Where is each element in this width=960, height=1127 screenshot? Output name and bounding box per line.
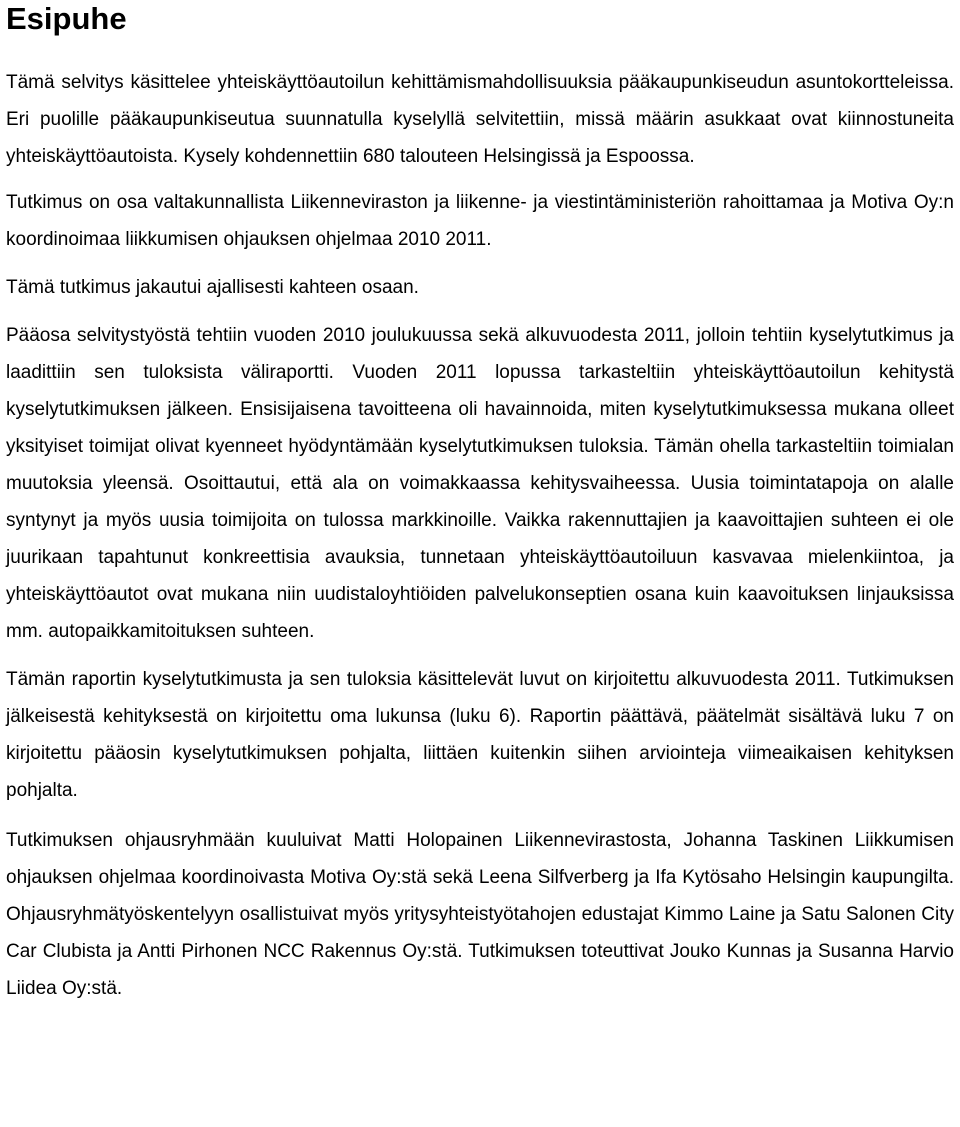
paragraph-steering-group: Tutkimuksen ohjausryhmään kuuluivat Matti Holopainen Liikennevirastosta, Johanna Taskinen Liikkumisen ohjauksen ohjelmaa koordinoivasta Motiva Oy:stä sekä Leena Silfverberg ja Ifa Kytösaho Helsingin kaupungilta. Ohjausryhmätyöskentelyyn osallistuivat myös yritysyhteistyötahojen edustajat Kimmo Laine ja Satu Salonen City Car Clubista ja Antti Pirhonen NCC Rakennus Oy:stä. Tutkimuksen toteuttivat Jouko Kunnas ja Susanna Harvio Liidea Oy:stä. xyxy=(6,830,954,999)
page-title: Esipuhe xyxy=(6,1,127,36)
paragraph-funding: Tutkimus on osa valtakunnallista Liikenneviraston ja liikenne- ja viestintäministeriön rahoittamaa ja Motiva Oy:n koordinoimaa liikkumisen ohjauksen ohjelmaa 2010 2011. xyxy=(6,192,954,250)
paragraph-report-structure: Tämän raportin kyselytutkimusta ja sen tuloksia käsittelevät luvut on kirjoitettu alkuvuodesta 2011. Tutkimuksen jälkeisestä kehityksestä on kirjoitettu oma lukunsa (luku 6). Raportin päättävä, päätelmät sisältävä luku 7 on kirjoitettu pääosin kyselytutkimuksen pohjalta, liittäen kuitenkin siihen arviointeja viimeaikaisen kehityksen pohjalta. xyxy=(6,669,954,801)
paragraph-main-work: Pääosa selvitystyöstä tehtiin vuoden 2010 joulukuussa sekä alkuvuodesta 2011, jolloin tehtiin kyselytutkimus ja laadittiin sen tuloksista väliraportti. Vuoden 2011 lopussa tarkasteltiin yhteiskäyttöautoilun kehitystä kyselytutkimuksen jälkeen. Ensisijaisena tavoitteena oli havainnoida, miten kyselytutkimuksessa mukana olleet yksityiset toimijat olivat kyenneet hyödyntämään kyselytutkimuksen tuloksia. Tämän ohella tarkasteltiin toimialan muutoksia yleensä. Osoittautui, että ala on voimakkaassa kehitysvaiheessa. Uusia toimintatapoja on alalle syntynyt ja myös uusia toimijoita on tulossa markkinoille. Vaikka rakennuttajien ja kaavoittajien suhteen ei ole juurikaan tapahtunut konkreettisia avauksia, tunnetaan yhteiskäyttöautoiluun kasvavaa mielenkiintoa, ja yhteiskäyttöautot ovat mukana niin uudistaloyhtiöiden palvelukonseptien osana kuin kaavoituksen linjauksissa mm. autopaikkamitoituksen suhteen. xyxy=(6,325,954,642)
paragraph-phases: Tämä tutkimus jakautui ajallisesti kahteen osaan. xyxy=(6,277,419,298)
paragraph-intro: Tämä selvitys käsittelee yhteiskäyttöautoilun kehittämismahdollisuuksia pääkaupunkiseudun asuntokortteleissa. Eri puolille pääkaupunkiseutua suunnatulla kyselyllä selvitettiin, missä määrin asukkaat ovat kiinnostuneita yhteiskäyttöautoista. Kysely kohdennettiin 680 talouteen Helsingissä ja Espoossa. xyxy=(6,72,954,167)
